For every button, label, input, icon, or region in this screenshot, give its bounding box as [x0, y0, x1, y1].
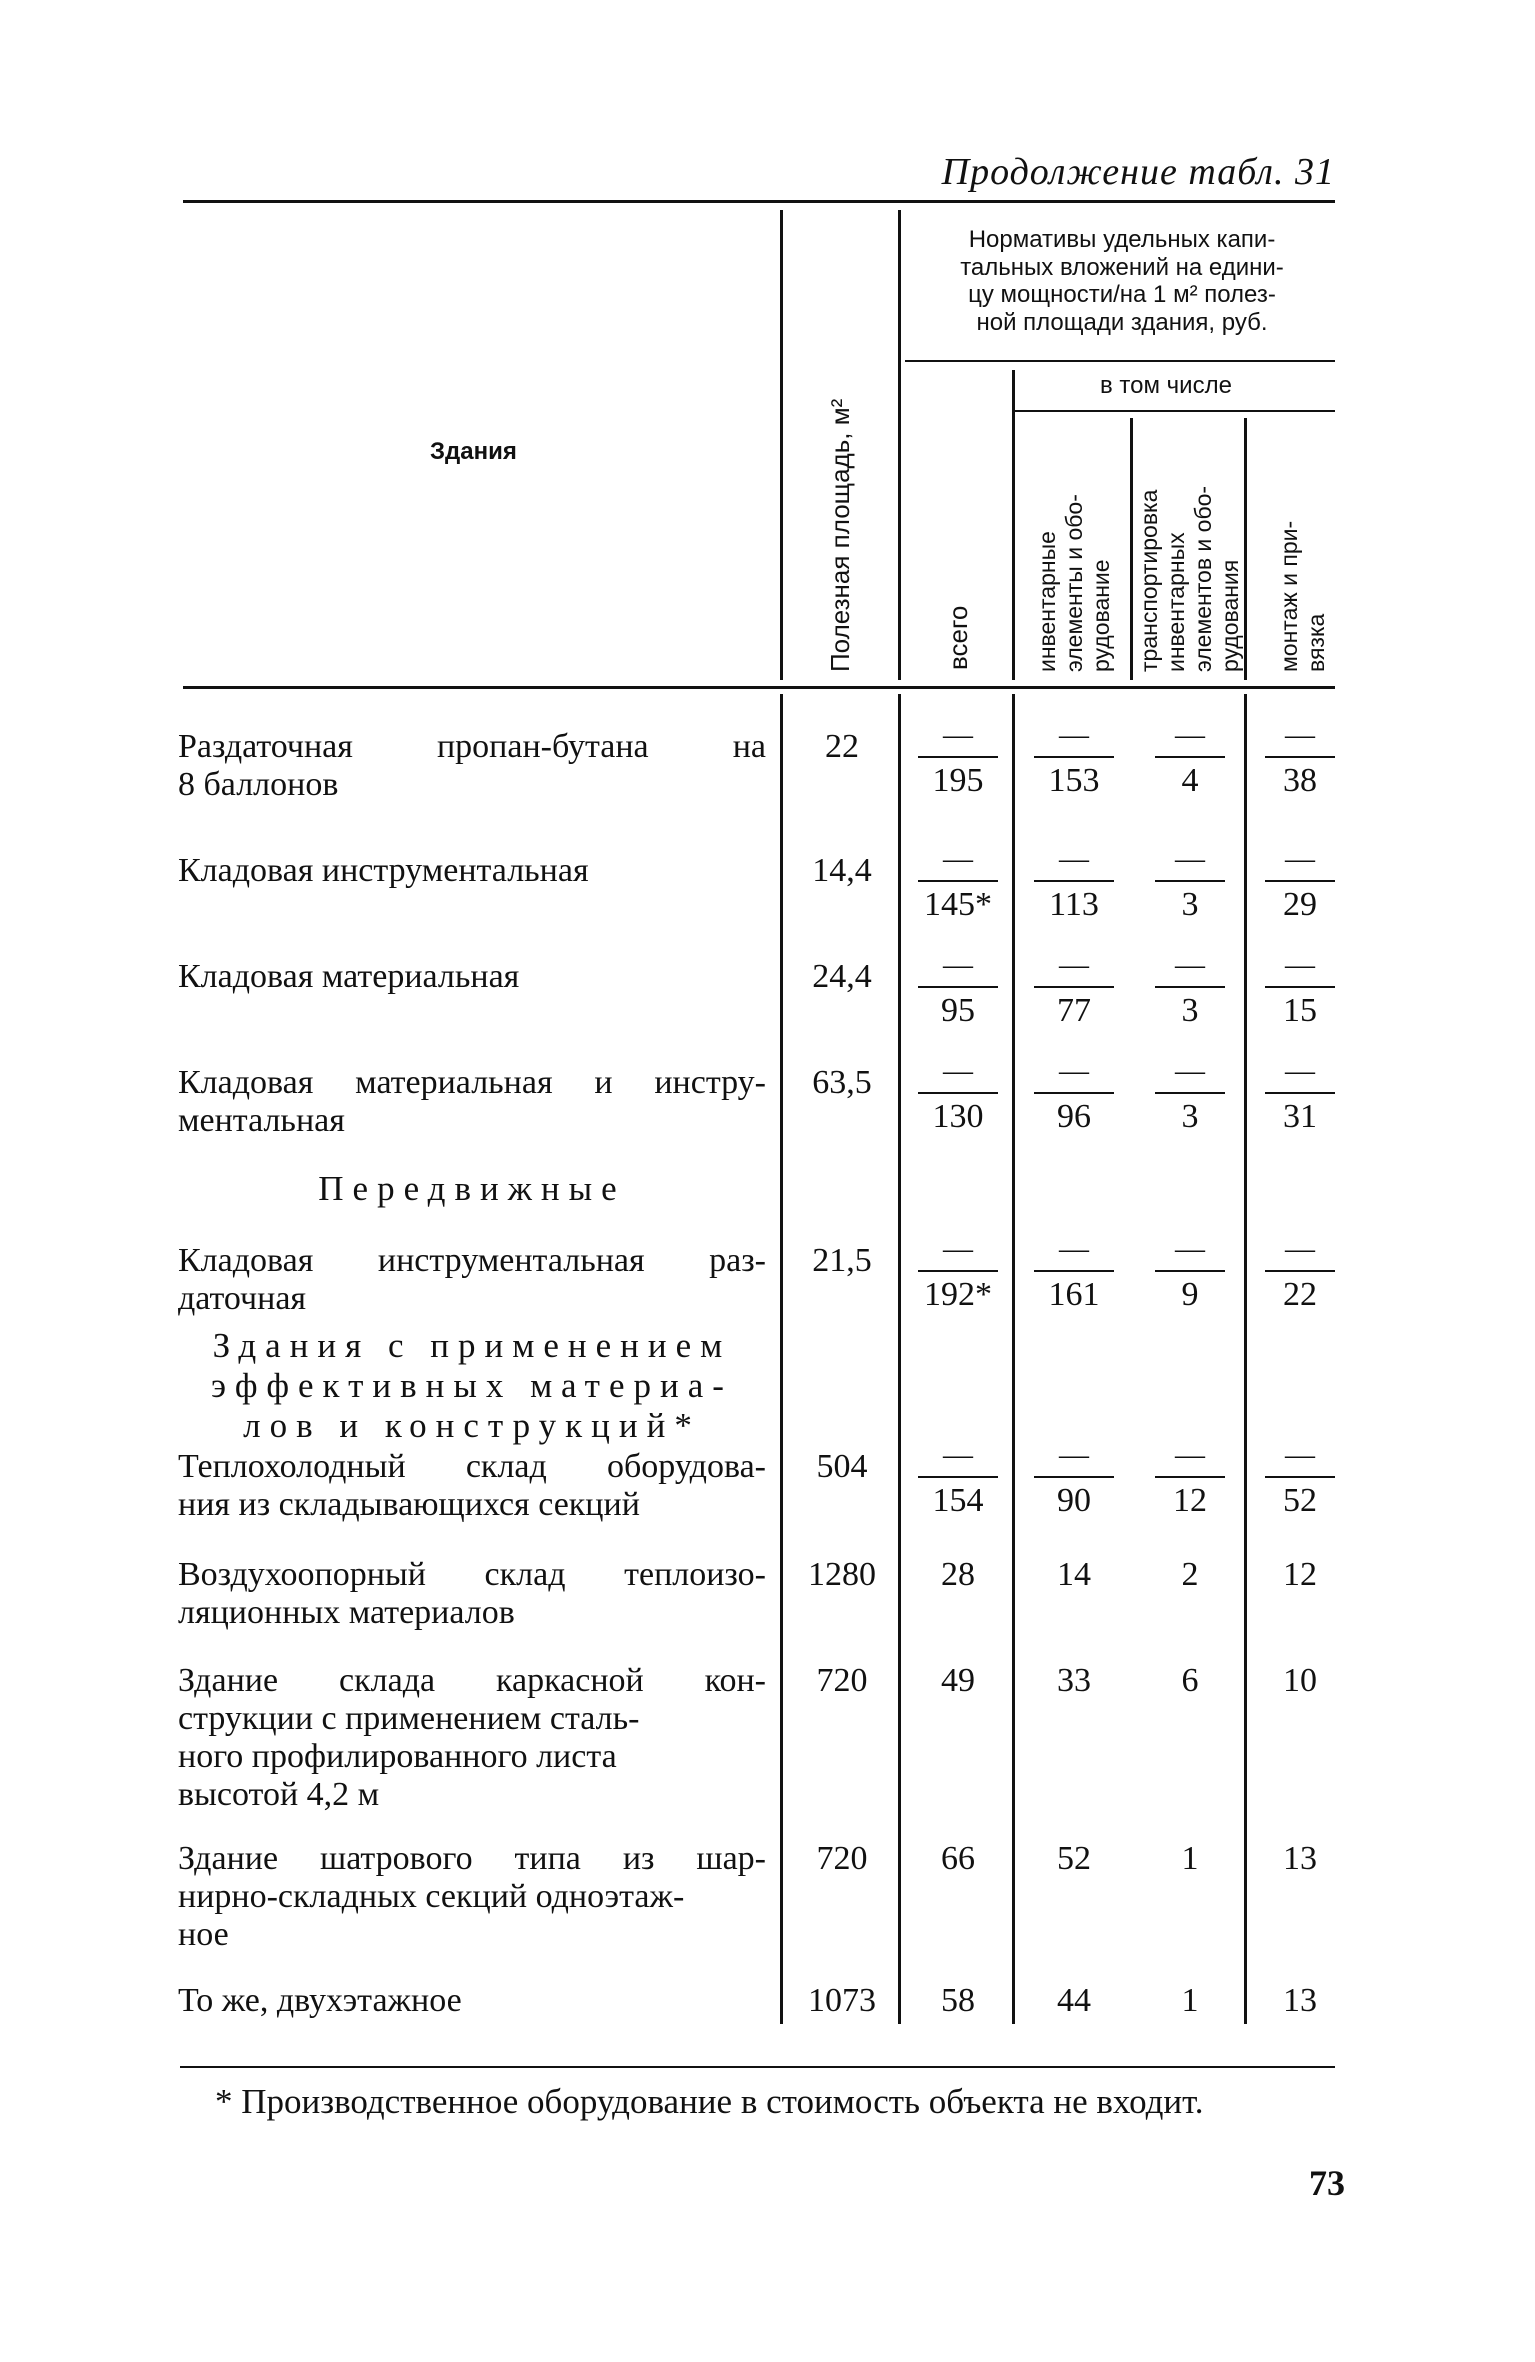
- fraction-denominator: 161: [1048, 1276, 1100, 1313]
- row-label-line: высотой 4,2 м: [178, 1776, 380, 1813]
- row-label-line: ляционных материалов: [178, 1594, 515, 1631]
- row-label: [178, 1448, 766, 1524]
- fraction-numerator-dash: —: [1285, 718, 1315, 751]
- fraction-denominator: 195: [932, 762, 984, 799]
- body-vline-2: [898, 694, 901, 2024]
- cell-transport: [1155, 948, 1225, 1038]
- header-vline-2: [898, 210, 901, 680]
- row-label: [178, 1064, 766, 1140]
- cell-transport: [1155, 1232, 1225, 1322]
- header-inventory-line: инвентарные: [1034, 531, 1060, 672]
- including-rule: [1015, 410, 1335, 412]
- header-install-line: монтаж и при-: [1276, 520, 1302, 672]
- row-label-line: Раздаточная пропан-бутана на: [178, 728, 766, 765]
- header-vline-3: [1012, 370, 1015, 680]
- cell-transport: 2: [1181, 1556, 1199, 1593]
- fraction-denominator: 15: [1283, 992, 1317, 1029]
- cell-transport: 1: [1181, 1982, 1199, 2019]
- fraction-denominator: 3: [1181, 886, 1199, 923]
- cell-total: 49: [941, 1662, 975, 1699]
- fraction-denominator: 77: [1057, 992, 1091, 1029]
- cell-total: 28: [941, 1556, 975, 1593]
- cell-total: [918, 718, 998, 808]
- header-inventory-line: элементы и обо-: [1061, 494, 1087, 672]
- row-label-line: Кладовая инструментальная раз-: [178, 1242, 766, 1279]
- fraction-numerator-dash: —: [1175, 1438, 1205, 1471]
- footnote-rule: [180, 2066, 1335, 2068]
- header-transport-line: транспортировка: [1136, 489, 1162, 672]
- fraction-bar: [1265, 880, 1335, 882]
- row-label-line: Кладовая материальная: [178, 958, 520, 995]
- fraction-numerator-dash: —: [1059, 1054, 1089, 1087]
- cell-inventory: [1034, 718, 1114, 808]
- fraction-denominator: 95: [941, 992, 975, 1029]
- fraction-denominator: 3: [1181, 1098, 1199, 1135]
- fraction-numerator-dash: —: [1175, 842, 1205, 875]
- cell-total: 66: [941, 1840, 975, 1877]
- fraction-denominator: 31: [1283, 1098, 1317, 1135]
- fraction-bar: [918, 1476, 998, 1478]
- cell-area: 22: [825, 728, 859, 765]
- fraction-denominator: 90: [1057, 1482, 1091, 1519]
- fraction-numerator-dash: —: [943, 948, 973, 981]
- body-vline-1: [780, 694, 783, 2024]
- header-buildings: Здания: [430, 438, 517, 465]
- body-vline-4: [1244, 694, 1247, 2024]
- fraction-bar: [1155, 1476, 1225, 1478]
- fraction-denominator: 9: [1181, 1276, 1199, 1313]
- header-norms-line: тальных вложений на едини-: [960, 253, 1284, 281]
- fraction-numerator-dash: —: [1285, 1232, 1315, 1265]
- fraction-numerator-dash: —: [943, 1054, 973, 1087]
- header-norms: [912, 226, 1332, 336]
- cell-area: 1280: [808, 1556, 876, 1593]
- cell-inventory: [1034, 1232, 1114, 1322]
- fraction-numerator-dash: —: [1059, 842, 1089, 875]
- cell-transport: [1155, 842, 1225, 932]
- section-effective-line: лов и конструкций*: [243, 1406, 701, 1445]
- fraction-denominator: 145*: [924, 886, 992, 923]
- cell-total: [918, 1232, 998, 1322]
- cell-area: 1073: [808, 1982, 876, 2019]
- fraction-bar: [1155, 880, 1225, 882]
- fraction-denominator: 154: [932, 1482, 984, 1519]
- fraction-numerator-dash: —: [1175, 1232, 1205, 1265]
- header-transport-line: элементов и обо-: [1190, 485, 1216, 672]
- row-label-line: Кладовая инструментальная: [178, 852, 589, 889]
- cell-area: 24,4: [812, 958, 872, 995]
- header-transport: [1136, 486, 1244, 672]
- cell-inventory: 44: [1057, 1982, 1091, 2019]
- cell-total: [918, 1054, 998, 1144]
- fraction-numerator-dash: —: [1059, 718, 1089, 751]
- header-vline-4: [1130, 418, 1133, 680]
- header-norms-line: Нормативы удельных капи-: [968, 226, 1276, 253]
- fraction-bar: [1034, 986, 1114, 988]
- fraction-denominator: 22: [1283, 1276, 1317, 1313]
- row-label-line: 8 баллонов: [178, 766, 339, 803]
- cell-transport: 6: [1181, 1662, 1199, 1699]
- fraction-bar: [1265, 1476, 1335, 1478]
- fraction-numerator-dash: —: [943, 1438, 973, 1471]
- fraction-numerator-dash: —: [1059, 1438, 1089, 1471]
- header-install-line: вязка: [1303, 613, 1329, 672]
- cell-area: 504: [816, 1448, 868, 1485]
- row-label: [178, 958, 766, 996]
- fraction-numerator-dash: —: [943, 718, 973, 751]
- cell-install: [1265, 948, 1335, 1038]
- norms-rule: [905, 360, 1335, 362]
- footnote: * Производственное оборудование в стоимость объекта не входит.: [215, 2082, 1204, 2121]
- cell-inventory: [1034, 948, 1114, 1038]
- cell-transport: [1155, 718, 1225, 808]
- header-inventory: [1034, 494, 1115, 672]
- fraction-denominator: 192*: [924, 1276, 992, 1313]
- header-total: всего: [943, 605, 973, 670]
- fraction-bar: [1034, 1476, 1114, 1478]
- fraction-numerator-dash: —: [1285, 948, 1315, 981]
- row-label-line: ное: [178, 1916, 229, 1953]
- fraction-bar: [1265, 1270, 1335, 1272]
- fraction-denominator: 153: [1048, 762, 1100, 799]
- fraction-denominator: 52: [1283, 1482, 1317, 1519]
- fraction-denominator: 12: [1173, 1482, 1207, 1519]
- row-label-line: Теплохолодный склад оборудова-: [178, 1448, 766, 1485]
- fraction-bar: [1155, 1092, 1225, 1094]
- cell-area: 14,4: [812, 852, 872, 889]
- fraction-numerator-dash: —: [1285, 1438, 1315, 1471]
- cell-area: 21,5: [812, 1242, 872, 1279]
- header-including: в том числе: [1100, 372, 1232, 399]
- fraction-bar: [918, 880, 998, 882]
- fraction-bar: [1155, 756, 1225, 758]
- fraction-bar: [918, 1092, 998, 1094]
- cell-install: [1265, 1054, 1335, 1144]
- table-top-rule: [183, 200, 1335, 203]
- header-norms-line: ной площади здания, руб.: [976, 308, 1268, 336]
- row-label: [178, 1242, 766, 1318]
- body-vline-3: [1012, 694, 1015, 2024]
- cell-install: 13: [1283, 1840, 1317, 1877]
- row-label-line: Кладовая материальная и инстру-: [178, 1064, 766, 1101]
- row-label-line: То же, двухэтажное: [178, 1982, 462, 2019]
- row-label: [178, 728, 766, 804]
- fraction-bar: [1155, 986, 1225, 988]
- cell-total: [918, 842, 998, 932]
- cell-install: [1265, 1232, 1335, 1322]
- fraction-bar: [918, 986, 998, 988]
- header-vline-5: [1244, 418, 1247, 680]
- fraction-denominator: 4: [1181, 762, 1199, 799]
- header-transport-line: рудования: [1217, 559, 1243, 672]
- cell-inventory: [1034, 842, 1114, 932]
- row-label: [178, 1662, 766, 1814]
- cell-inventory: [1034, 1054, 1114, 1144]
- cell-install: [1265, 1438, 1335, 1528]
- fraction-denominator: 38: [1283, 762, 1317, 799]
- fraction-numerator-dash: —: [1059, 948, 1089, 981]
- fraction-bar: [1265, 756, 1335, 758]
- row-label-line: ментальная: [178, 1102, 345, 1139]
- row-label: [178, 1556, 766, 1632]
- fraction-denominator: 130: [932, 1098, 984, 1135]
- fraction-numerator-dash: —: [1059, 1232, 1089, 1265]
- fraction-numerator-dash: —: [943, 1232, 973, 1265]
- row-label-line: Здание шатрового типа из шар-: [178, 1840, 766, 1877]
- fraction-bar: [918, 756, 998, 758]
- fraction-bar: [1155, 1270, 1225, 1272]
- fraction-numerator-dash: —: [1285, 1054, 1315, 1087]
- cell-transport: [1155, 1438, 1225, 1528]
- header-area: Полезная площадь, м²: [825, 398, 855, 672]
- header-install: [1276, 521, 1330, 672]
- cell-inventory: [1034, 1438, 1114, 1528]
- cell-inventory: 52: [1057, 1840, 1091, 1877]
- cell-area: 720: [816, 1662, 868, 1699]
- cell-install: [1265, 718, 1335, 808]
- row-label: [178, 1840, 766, 1954]
- fraction-numerator-dash: —: [1175, 718, 1205, 751]
- cell-install: [1265, 842, 1335, 932]
- row-label: [178, 1982, 766, 2020]
- row-label-line: Воздухоопорный склад теплоизо-: [178, 1556, 766, 1593]
- cell-install: 10: [1283, 1662, 1317, 1699]
- fraction-denominator: 29: [1283, 886, 1317, 923]
- page-number: 73: [1309, 2163, 1345, 2203]
- section-effective-line: Здания с применением: [212, 1326, 732, 1365]
- fraction-bar: [1034, 880, 1114, 882]
- header-transport-line: инвентарных: [1163, 532, 1189, 672]
- header-inventory-line: рудование: [1088, 559, 1114, 672]
- section-mobile: Передвижные: [318, 1169, 626, 1208]
- cell-total: 58: [941, 1982, 975, 2019]
- cell-area: 720: [816, 1840, 868, 1877]
- cell-total: [918, 1438, 998, 1528]
- row-label-line: даточная: [178, 1280, 307, 1317]
- header-vline-1: [780, 210, 783, 680]
- cell-transport: 1: [1181, 1840, 1199, 1877]
- cell-install: 12: [1283, 1556, 1317, 1593]
- cell-transport: [1155, 1054, 1225, 1144]
- fraction-denominator: 113: [1049, 886, 1099, 923]
- fraction-denominator: 3: [1181, 992, 1199, 1029]
- row-label-line: ния из складывающихся секций: [178, 1486, 640, 1523]
- cell-total: [918, 948, 998, 1038]
- cell-area: 63,5: [812, 1064, 872, 1101]
- fraction-bar: [1265, 986, 1335, 988]
- row-label-line: Здание склада каркасной кон-: [178, 1662, 766, 1699]
- fraction-numerator-dash: —: [1285, 842, 1315, 875]
- header-bottom-rule: [183, 686, 1335, 689]
- row-label: [178, 852, 766, 890]
- row-label-line: ного профилированного листа: [178, 1738, 617, 1775]
- fraction-numerator-dash: —: [943, 842, 973, 875]
- row-label-line: струкции с применением сталь-: [178, 1700, 640, 1737]
- cell-inventory: 33: [1057, 1662, 1091, 1699]
- header-norms-line: цу мощности/на 1 м² полез-: [968, 281, 1276, 309]
- cell-install: 13: [1283, 1982, 1317, 2019]
- section-effective-line: эффективных материа-: [211, 1366, 733, 1405]
- fraction-numerator-dash: —: [1175, 948, 1205, 981]
- fraction-bar: [918, 1270, 998, 1272]
- continuation-title: Продолжение табл. 31: [941, 151, 1335, 193]
- section-effective: [178, 1326, 766, 1446]
- fraction-bar: [1034, 756, 1114, 758]
- fraction-denominator: 96: [1057, 1098, 1091, 1135]
- fraction-bar: [1034, 1092, 1114, 1094]
- row-label-line: нирно-складных секций одноэтаж-: [178, 1878, 685, 1915]
- cell-inventory: 14: [1057, 1556, 1091, 1593]
- fraction-numerator-dash: —: [1175, 1054, 1205, 1087]
- fraction-bar: [1034, 1270, 1114, 1272]
- fraction-bar: [1265, 1092, 1335, 1094]
